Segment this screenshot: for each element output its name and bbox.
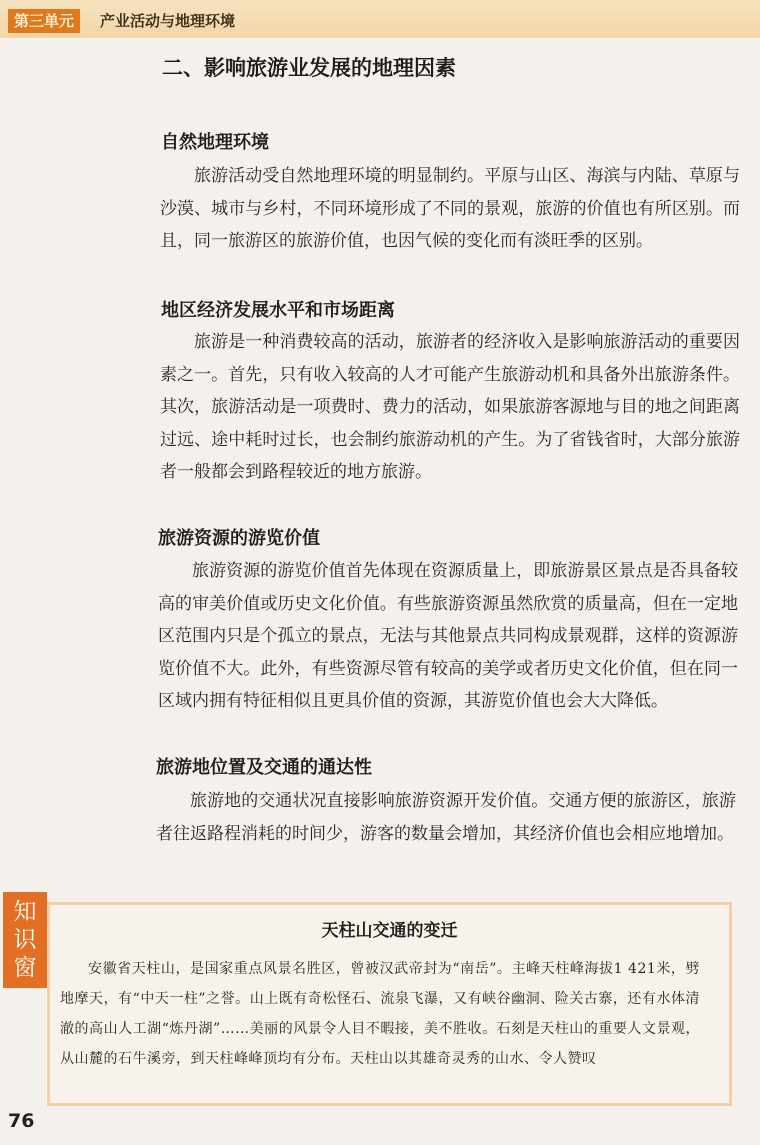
page-header (0, 0, 760, 38)
knowledge-text: 安徽省天柱山，是国家重点风景名胜区，曾被汉武帝封为“南岳”。主峰天柱峰海拔1 421米，劈地摩天，有“中天一柱”之誉。山上既有奇松怪石、流泉飞瀑，又有峡谷幽洞、险关古寨，还有水体清澈的高山人工湖“炼丹湖”……美丽的风景令人目不暇接，美不胜收。石刻是天柱山的重要人文景观，从山麓的石牛溪旁，到天柱峰峰顶均有分布。天柱山以其雄奇灵秀的山水、令人赞叹 (60, 961, 700, 1067)
knowledge-badge (3, 892, 47, 988)
subhead-natural-environment: 自然地理环境 (161, 132, 269, 153)
knowledge-title: 天柱山交通的变迁 (321, 921, 458, 941)
section-title: 二、影响旅游业发展的地理因素 (162, 56, 456, 80)
paragraph-location-transport: 旅游地的交通状况直接影响旅游资源开发价值。交通方便的旅游区，旅游者往返路程消耗的时间少，游客的数量会增加，其经济价值也会相应地增加。 (156, 791, 736, 844)
subhead-economy-market: 地区经济发展水平和市场距离 (161, 300, 395, 321)
badge-char: 识 (13, 927, 37, 953)
paragraph-economy-market: 旅游是一种消费较高的活动，旅游者的经济收入是影响旅游活动的重要因素之一。首先，只有收入较高的人才可能产生旅游动机和具备外出旅游条件。其次，旅游活动是一项费时、费力的活动，如果旅游客源地与目的地之间距离过远、途中耗时过长，也会制约旅游动机的产生。为了省钱省时，大部分旅游者一般都会到路程较近的地方旅游。 (160, 332, 740, 482)
badge-char: 窗 (13, 955, 37, 981)
paragraph-natural-environment: 旅游活动受自然地理环境的明显制约。平原与山区、海滨与内陆、草原与沙漠、城市与乡村，不同环境形成了不同的景观，旅游的价值也有所区别。而且，同一旅游区的旅游价值，也因气候的变化而有淡旺季的区别。 (160, 166, 740, 251)
badge-char: 知 (13, 899, 37, 925)
paragraph-resource-value: 旅游资源的游览价值首先体现在资源质量上，即旅游景区景点是否具备较高的审美价值或历史文化价值。有些旅游资源虽然欣赏的质量高，但在一定地区范围内只是个孤立的景点，无法与其他景点共同构成景观群，这样的资源游览价值不大。此外，有些资源尽管有较高的美学或者历史文化价值，但在同一区域内拥有特征相似且更具价值的资源，其游览价值也会大大降低。 (158, 561, 738, 711)
chapter-title: 产业活动与地理环境 (100, 12, 236, 30)
page-number: 76 (8, 1110, 35, 1132)
unit-label: 第三单元 (8, 9, 80, 33)
subhead-resource-value: 旅游资源的游览价值 (158, 528, 320, 549)
subhead-location-transport: 旅游地位置及交通的通达性 (156, 757, 372, 778)
